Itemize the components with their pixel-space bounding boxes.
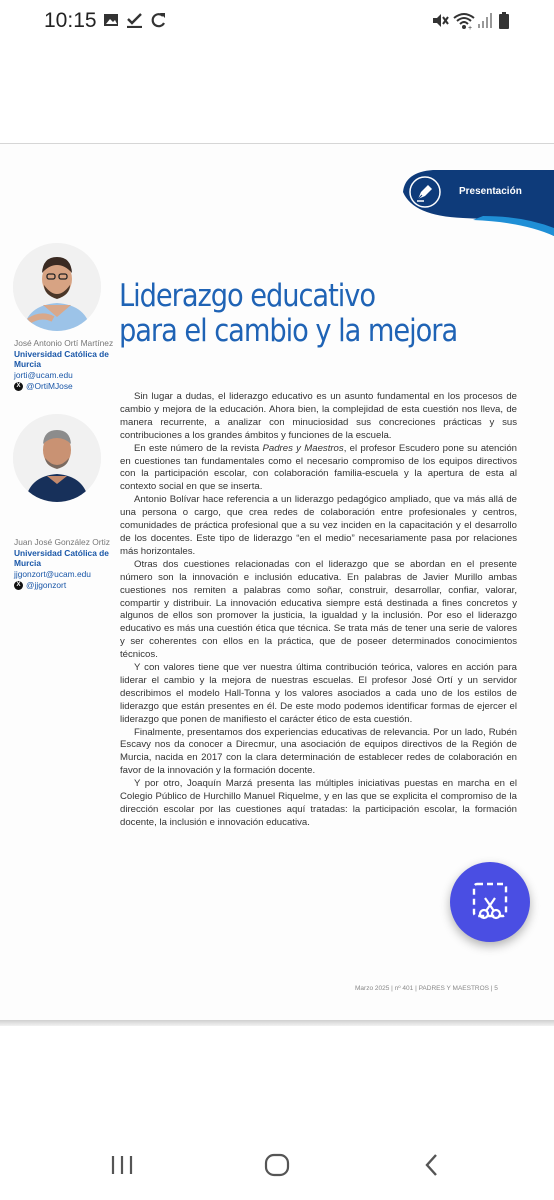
mute-icon xyxy=(431,12,449,29)
wifi-icon xyxy=(453,12,475,30)
clock: 10:15 xyxy=(44,9,97,32)
navigation-bar xyxy=(0,1130,554,1200)
x-logo-icon: X xyxy=(14,581,23,590)
page-edge xyxy=(0,1020,554,1026)
svg-text:+: + xyxy=(468,25,473,30)
paragraph-rest-text: , el profesor Escudero pone su atención en cuestiones tan fundamentales como el necesario compromiso de los equipos directivos con la participación escolar, con colaboración familia-escuela y la apertura de esta al contexto social en que se inserta. xyxy=(120,442,517,493)
scissors-icon xyxy=(450,862,530,942)
section-tab-label: Presentación xyxy=(459,186,522,197)
author-handle: @OrtiMJose xyxy=(26,381,73,391)
article-body xyxy=(120,391,517,830)
magazine-name: Padres y Maestros xyxy=(262,442,344,454)
screenshot-crop-button[interactable] xyxy=(450,862,530,942)
paragraph: Antonio Bolívar hace referencia a un liderazgo pedagógico ampliado, que va más allá de una persona o cargo, que crea redes de colaboración entre profesionales y centros, comunidades de práctica profesional que a su vez inciden en la capacitación y el desarrollo de los docentes. Este tipo de liderazgo “en el medio” necesariamente pasa por relaciones más horizontales. xyxy=(120,494,517,557)
paragraph xyxy=(120,443,517,495)
gallery-icon xyxy=(103,12,119,28)
author-info xyxy=(14,537,114,591)
paragraph-intro-text: En este número de la revista xyxy=(134,442,263,454)
page-footer: Marzo 2025 | nº 401 | PADRES Y MAESTROS | 5 xyxy=(355,985,498,992)
paragraph: Y por otro, Joaquín Marzá presenta las múltiples iniciativas puestas en marcha en el Colegio Público de Hurchillo Manuel Riquelme, y en las que se explicita el compromiso de la dirección escolar por las cuestiones aquí tratadas: la participación escolar, la formación docente, la inclusión e innovación educativa. xyxy=(120,778,517,828)
battery-icon xyxy=(498,12,510,30)
paragraph: Sin lugar a dudas, el liderazgo educativo es un asunto fundamental en los procesos de cambio y mejora de la educación. Ahora bien, la complejidad de esta cuestión nos lleva, de manera recurrente, a analizar con minuciosidad sus concreciones prácticas y sus contribuciones a los grandes ámbitos y funciones de la escuela. xyxy=(120,391,517,441)
article-title xyxy=(119,279,457,349)
author-info xyxy=(14,338,114,392)
avatar xyxy=(13,414,101,502)
author-twitter[interactable] xyxy=(14,580,114,591)
recent-apps-icon[interactable] xyxy=(110,1154,134,1176)
author-university: Universidad Católica de Murcia xyxy=(14,547,109,568)
paragraph: Y con valores tiene que ver nuestra última contribución teórica, valores en acción para liderar el cambio y la mejora de nuestras escuelas. El profesor José Ortí y un servidor describimos el modelo Hall-Tonna y los valores asociados a cada uno de los estilos de liderazgo que están presentes en él. De este modo podemos identificar formas de ejercer el liderazgo que ponen de manifiesto el carácter ético de esta cuestión. xyxy=(120,662,517,725)
back-icon[interactable] xyxy=(424,1153,440,1177)
paragraph: Otras dos cuestiones relacionadas con el liderazgo que se abordan en el presente número son la innovación e inclusión educativa. En palabras de Javier Murillo ambas cuestiones nos remiten a palabras como soñar, construir, desarrollar, confiar, valorar, compartir y distribuir. La innovación educativa siempre está destinada a fines concretos y algunos de ellos son promover la justicia, la igualdad y la inclusión. Por eso el liderazgo educativo es más una cuestión ética que técnica. Se trata más de tener una serie de valores y ser coherentes con ellos en la práctica, que de poseer determinados conocimientos técnicos. xyxy=(120,558,517,661)
author-handle: @jjgonzort xyxy=(26,580,67,590)
sync-icon xyxy=(150,12,167,29)
author-name: Juan José González Ortiz xyxy=(14,537,110,547)
status-bar xyxy=(0,0,554,42)
x-logo-icon: X xyxy=(14,382,23,391)
home-icon[interactable] xyxy=(264,1153,290,1177)
check-icon xyxy=(126,12,144,28)
author-email[interactable]: jjgonzort@ucam.edu xyxy=(14,568,91,579)
author-university: Universidad Católica de Murcia xyxy=(14,348,109,369)
author-twitter[interactable] xyxy=(14,381,114,392)
paragraph: Finalmente, presentamos dos experiencias educativas de relevancia. Por un lado, Rubén Escavy nos da conocer a Direcmur, una asociación de equipos directivos de la Región de Murcia, nacida en 2017 con la clara determinación de establecer redes de colaboración en favor de la innovación y la formación docente. xyxy=(120,726,517,777)
author-name: José Antonio Ortí Martínez xyxy=(14,338,114,348)
title-line: Liderazgo educativo xyxy=(119,278,375,314)
title-line: para el cambio y la mejora xyxy=(119,313,458,349)
signal-icon xyxy=(477,12,493,29)
avatar xyxy=(13,243,101,331)
author-email[interactable]: jorti@ucam.edu xyxy=(14,369,73,380)
pen-icon xyxy=(409,176,441,208)
